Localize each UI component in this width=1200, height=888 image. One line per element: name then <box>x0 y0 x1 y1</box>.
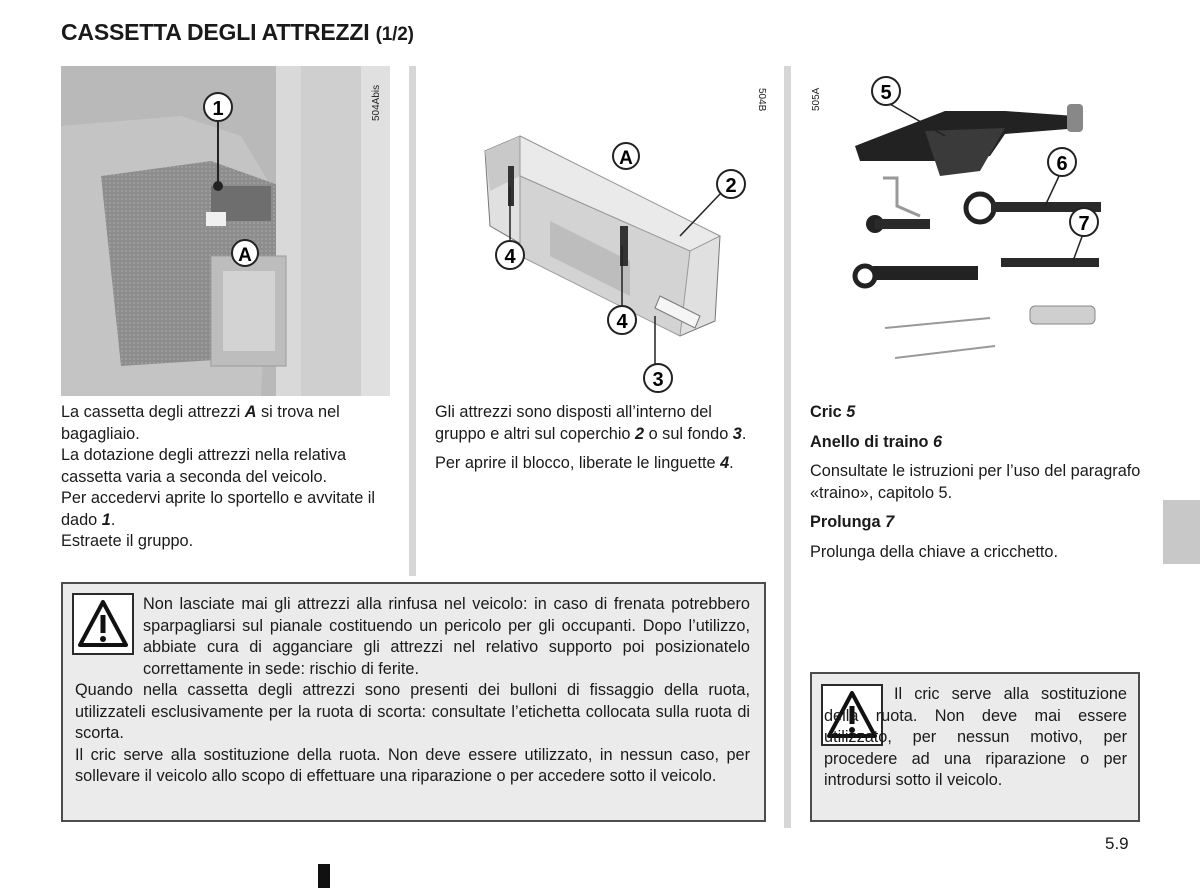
callout-6 <box>1048 148 1076 176</box>
svg-text:2: 2 <box>725 175 737 197</box>
item-jack-heading: Cric 5 <box>810 403 856 421</box>
item-extension-heading: Prolunga 7 <box>810 513 895 531</box>
svg-text:4: 4 <box>616 311 628 333</box>
warning-main-p1: Non lasciate mai gli attrezzi alla rinfusa nel veicolo: in caso di frenata potrebbero sparpagliarsi sul pianale costituendo un pericolo per gli occupanti. Dopo l’utilizzo, abbiate cura di agganciare gli attrezzi nel relativo supporto poi posizionatelo correttamente in sede: rischio di ferite. <box>143 595 750 678</box>
item-tow-ring-text: Consultate le istruzioni per l’uso del paragrafo «traino», capitolo 5. <box>810 462 1141 502</box>
svg-text:7: 7 <box>1078 213 1090 235</box>
column3-text <box>810 402 1142 563</box>
col1-para-access: Per accedervi aprite lo sportello e avvitate il dado 1. <box>61 489 376 529</box>
title-main: CASSETTA DEGLI ATTREZZI <box>61 19 370 45</box>
svg-text:3: 3 <box>652 369 664 391</box>
page-number: 5.9 <box>1105 834 1129 853</box>
callout-1 <box>204 93 232 121</box>
warning-icon <box>72 593 134 655</box>
callout-a <box>232 240 258 266</box>
callout-5 <box>872 77 900 105</box>
callout-2 <box>717 170 745 198</box>
binding-mark <box>318 864 330 888</box>
col1-para-equipment: La dotazione degli attrezzi nella relativa cassetta varia a seconda del veicolo. <box>61 446 347 486</box>
svg-text:1: 1 <box>212 98 224 120</box>
svg-text:5: 5 <box>880 82 892 104</box>
callout-7 <box>1070 208 1098 236</box>
tools-illustration <box>805 66 1145 396</box>
chapter-tab <box>1163 500 1200 564</box>
col1-para-location: La cassetta degli attrezzi A si trova nel bagagliaio. <box>61 403 340 443</box>
warning-main-p2: Quando nella cassetta degli attrezzi sono presenti dei bulloni di fissaggio della ruota, utilizzateli esclusivamente per la ruota di scorta: consultate l’etichetta collocata sulla ruota di scorta. Il cric serve alla sostituzione della ruota. Non deve essere utilizzato, in nessun caso, per sollevare il veicolo allo scopo di effettuare una riparazione o per accedere sotto il veicolo. <box>75 680 750 788</box>
title-part: (1/2) <box>375 24 414 45</box>
warning-side-text: Il cric serve alla sostituzione della ruota. Non deve mai essere utilizzato, per nessun motivo, per procedere ad una riparazione o per introdursi sotto il veicolo. <box>824 685 1127 790</box>
trunk-photo <box>61 66 390 396</box>
item-extension-text: Prolunga della chiave a cricchetto. <box>810 542 1058 561</box>
callout-4-bottom <box>608 306 636 334</box>
callout-3 <box>644 364 672 392</box>
image-code: 504B <box>756 88 767 112</box>
col1-para-extract: Estraete il gruppo. <box>61 532 194 550</box>
warning-box-main <box>61 582 766 822</box>
svg-text:A: A <box>619 148 633 169</box>
image-code: 504Abis <box>371 84 382 121</box>
image-code: 505A <box>811 87 822 111</box>
column2-text <box>435 402 767 475</box>
col2-para-tools: Gli attrezzi sono disposti all’interno del gruppo e altri sul coperchio 2 o sul fondo 3. <box>435 403 747 443</box>
column1-text <box>61 402 391 553</box>
item-tow-ring-heading: Anello di traino 6 <box>810 432 943 451</box>
warning-main-p3: Il cric serve alla sostituzione della ruota. Non deve essere utilizzato, in nessun caso, per sollevare il veicolo allo scopo di effettuare una riparazione o per accedere sotto il veicolo. <box>75 745 750 786</box>
page-title <box>61 19 414 46</box>
svg-text:A: A <box>238 245 252 266</box>
col2-para-open: Per aprire il blocco, liberate le linguette 4. <box>435 454 734 472</box>
callout-4-top <box>496 241 524 269</box>
svg-text:6: 6 <box>1056 153 1068 175</box>
toolbox-illustration <box>430 66 770 396</box>
warning-box-side <box>810 672 1140 822</box>
callout-a <box>613 143 639 169</box>
svg-text:4: 4 <box>504 246 516 268</box>
column-divider-1 <box>409 66 416 576</box>
column-divider-2 <box>784 66 791 828</box>
